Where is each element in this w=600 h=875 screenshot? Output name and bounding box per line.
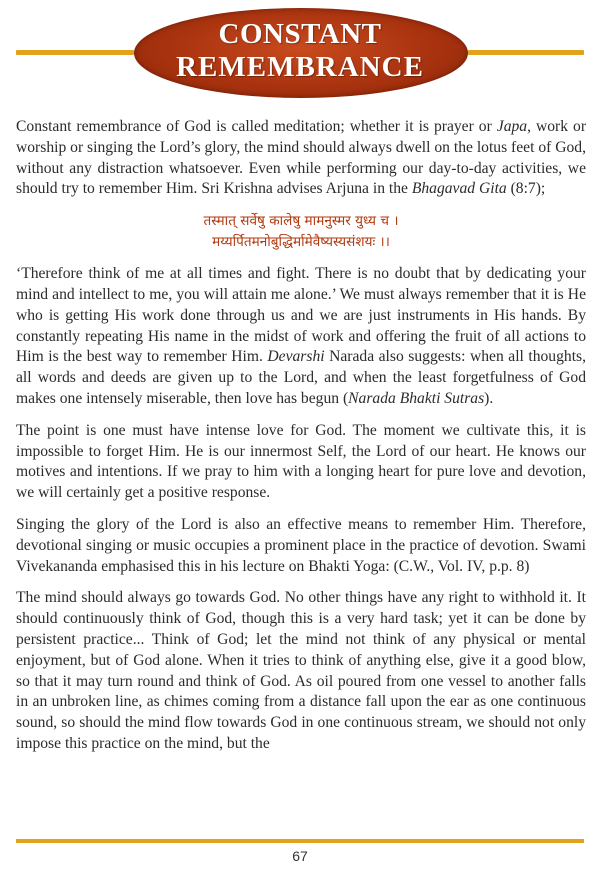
paragraph-3: The point is one must have intense love for God. The moment we cultivate this, it is impossible to forget Him. He is our innermost Self, the Lord of our heart. He knows our motives and intentions. If we pray to him with a longing heart for pure love and devotion, we will certainly get a positive response. <box>16 421 586 502</box>
term-japa: Japa <box>496 118 528 135</box>
paragraph-1: Constant remembrance of God is called meditation; whether it is prayer or Japa, work or worship or singing the Lord’s glory, the mind should always dwell on the lotus feet of God, without any distraction whatsoever. Even while performing our day-to-day activities, we should try to remember Him. Sri Krishna advises Arjuna in the Bhagavad Gita (8:7); <box>16 118 587 198</box>
paragraph-4: Singing the glory of the Lord is also an effective means to remember Him. Therefore, devotional singing or music occupies a prominent place in the practice of devotion. Swami Vivekananda emphasised this in his lecture on Bhakti Yoga: (C.W., Vol. IV, p.p. 8) <box>16 515 586 575</box>
chapter-header <box>0 0 600 110</box>
footer-rule <box>16 839 584 843</box>
page-number: 67 <box>292 848 308 864</box>
body-text <box>16 117 586 766</box>
term-devarshi: Devarshi <box>267 348 325 366</box>
sanskrit-line-2: मय्यर्पितमनोबुद्धिर्मामेवैष्यस्यसंशयः ।। <box>212 234 390 251</box>
sanskrit-line-1: तस्मात् सर्वेषु कालेषु मामनुस्मर युध्य च । <box>203 213 399 230</box>
paragraph-5: The mind should always go towards God. No other things have any right to withhold it. It should continuously think of God, though this is a very hard task; yet it can be done by persistent practice... Think of God; let the mind not think of any physical or mental enjoyment, but of God alone. When it tries to think of anything else, give it a good blow, so that it may turn round and think of God. As oil poured from one vessel to another falls in an unbroken line, as chimes coming from a distance fall upon the ear as one continuous sound, so should the mind flow towards God in one continuous stream, we should not only impose this practice on the mind, but the <box>16 589 586 752</box>
term-bhagavad-gita: Bhagavad Gita <box>411 180 507 198</box>
chapter-title-line-1: CONSTANT <box>218 18 382 50</box>
term-narada-bhakti-sutras: Narada Bhakti Sutras <box>348 389 485 407</box>
paragraph-2: ‘Therefore think of me at all times and fight. There is no doubt that by dedicating your mind and intellect to me, you will attain me alone.’ We must always remember that it is He who is getting His work done through us and we are just instruments in His hands. By constantly repeating His name in the midst of work and offering the fruit of all actions to Him is the best way to remember Him. Devarshi Narada also suggests: when all thoughts, all words and deeds are given up to the Lord, and when the least forgetfulness of God makes one intensely miserable, then love has begun (Narada Bhakti Sutras). <box>16 265 586 407</box>
sanskrit-verse <box>16 211 586 253</box>
chapter-title-line-2: REMEMBRANCE <box>176 51 424 83</box>
